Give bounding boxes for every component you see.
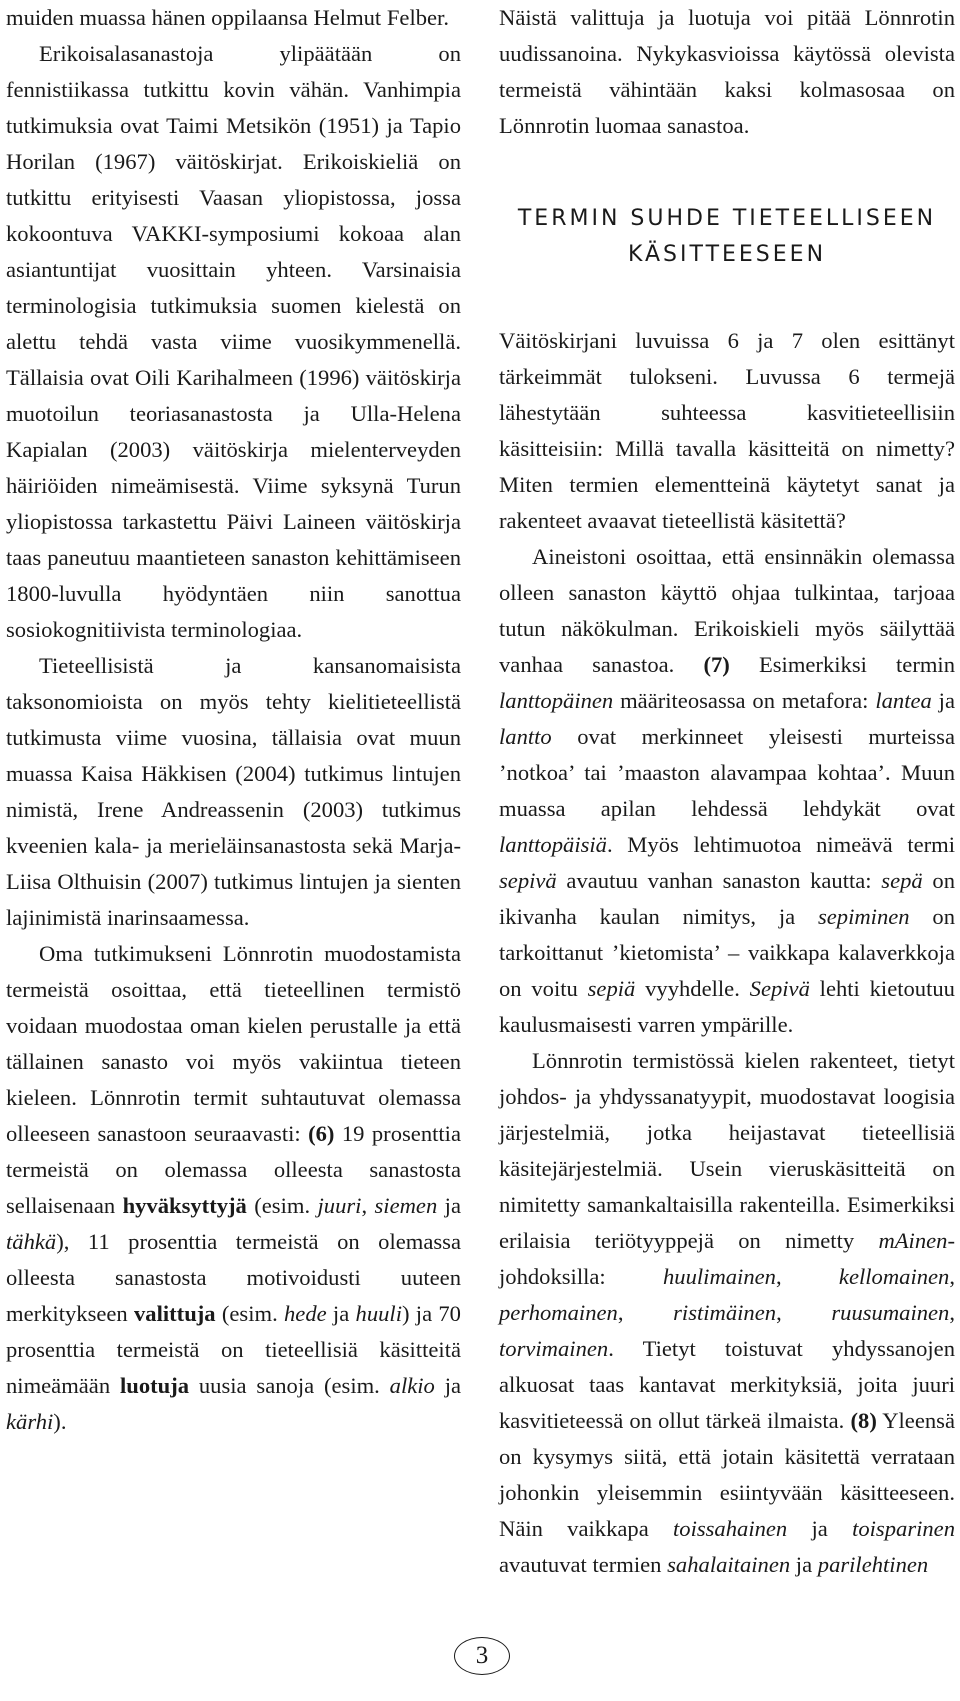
- italic-term: kärhi: [6, 1409, 54, 1434]
- italic-term: torvimainen: [499, 1336, 609, 1361]
- text-run: ).: [53, 1409, 67, 1434]
- text-run: Esimerkiksi termin: [729, 652, 956, 677]
- italic-term: ristimäinen: [673, 1300, 777, 1325]
- italic-term: kellomainen: [838, 1264, 950, 1289]
- text-run: on ikivanha kaulan nimitys, ja: [499, 868, 955, 929]
- italic-term: sepiä: [587, 976, 636, 1001]
- bold-term: valittuja: [134, 1301, 216, 1326]
- bold-term: hyväksyttyjä: [122, 1193, 247, 1218]
- italic-term: lantto: [499, 724, 552, 749]
- text-run: ,: [775, 1264, 839, 1289]
- text-run: ) ja 70 prosenttia termeistä on tieteellisiä käsitteitä nimeämään: [6, 1301, 461, 1398]
- left-column: [6, 0, 461, 1440]
- reference-marker: (7): [703, 652, 730, 677]
- heading-line: KÄSITTEESEEN: [627, 242, 827, 267]
- text-run: avautuvat termien: [499, 1552, 668, 1577]
- text-run: määriteosassa on metafora:: [613, 688, 876, 713]
- text-run: ,: [617, 1300, 674, 1325]
- paragraph: [499, 539, 955, 1043]
- italic-term: huulimainen: [663, 1264, 776, 1289]
- italic-term: hede: [284, 1301, 327, 1326]
- bold-term: luotuja: [119, 1373, 190, 1398]
- italic-term: lanttopäisiä: [499, 832, 607, 857]
- heading-line: TERMIN SUHDE TIETEELLISEEN: [517, 206, 937, 231]
- text-run: ), 11 prosenttia termeistä on olemassa olleesta sanastosta motivoidusti uuteen merkitykseen: [6, 1229, 461, 1326]
- text-run: ja: [931, 688, 955, 713]
- italic-term: sahalaitainen: [667, 1552, 791, 1577]
- text-run: (esim.: [215, 1301, 284, 1326]
- text-run: ovat merkinneet yleisesti murteissa ’notkoa’ tai ’maaston alavampaa kohtaa’. Muun muassa apilan lehdessä lehdykät ovat: [499, 724, 955, 821]
- italic-term: tähkä: [6, 1229, 57, 1254]
- italic-term: sepiminen: [817, 904, 910, 929]
- text-run: ,: [949, 1264, 955, 1289]
- italic-term: lanttopäinen: [499, 688, 614, 713]
- text-run: uusia sanoja (esim.: [189, 1373, 390, 1398]
- paragraph: [6, 936, 461, 1440]
- text-run: ,: [361, 1193, 375, 1218]
- text-run: Aineistoni osoittaa, että ensinnäkin olemassa olleen sanaston käyttö ohjaa tulkintaa, tarjoaa tutun näkökulman. Erikoiskieli myös säilyttää vanhaa sanastoa.: [499, 544, 955, 677]
- section-heading: [499, 201, 955, 273]
- reference-marker: (6): [308, 1121, 335, 1146]
- italic-term: toisparinen: [852, 1516, 956, 1541]
- italic-term: alkio: [389, 1373, 435, 1398]
- italic-term: sepä: [881, 868, 923, 893]
- text-run: . Tietyt toistuvat yhdyssanojen alkuosat taas kantavat merkityksiä, joita juuri kasvitieteessä on ollut tärkeä ilmaista.: [499, 1336, 955, 1433]
- italic-term: huuli: [355, 1301, 402, 1326]
- paragraph: muiden muassa hänen oppilaansa Helmut Felber.: [6, 5, 449, 30]
- text-run: Oma tutkimukseni Lönnrotin muodostamista termeistä osoittaa, että tieteellinen termistö voidaan muodostaa oman kielen perustalle ja että tällainen sanasto voi myös vakiintua tieteen kieleen. Lönnrotin termit suhtautuvat olemassa olleeseen sanastoon seuraavasti:: [6, 941, 461, 1146]
- text-run: lehti kietoutuu kaulusmaisesti varren ympärille.: [499, 976, 955, 1037]
- reference-marker: (8): [850, 1408, 877, 1433]
- paragraph: Tieteellisistä ja kansanomaisista taksonomioista on myös tehty kielitieteellistä tutkimusta viime vuosina, tällaisia ovat muun muassa Kaisa Häkkisen (2004) tutkimus lintujen nimistä, Irene Andreassenin (2003) tutkimus kveenien kala- ja merieläinsanastosta sekä Marja-Liisa Olthuisin (2007) tutkimus lintujen ja sienten lajinimistä inarinsaamessa.: [6, 653, 461, 930]
- text-run: ja: [790, 1552, 818, 1577]
- text-run: ,: [949, 1300, 956, 1325]
- right-column: [499, 0, 955, 1583]
- text-run: ja: [787, 1516, 853, 1541]
- italic-term: lantea: [875, 688, 932, 713]
- page-number: 3: [454, 1637, 510, 1675]
- italic-term: siemen: [374, 1193, 438, 1218]
- text-run: on tarkoittanut ’kietomista’ – vaikkapa kalaverkkoja on voitu: [499, 904, 955, 1001]
- text-run: . Myös lehtimuotoa nimeävä termi: [606, 832, 955, 857]
- text-run: -johdoksilla:: [499, 1228, 955, 1289]
- text-run: 19 prosenttia termeistä on olemassa olleesta sanastosta sellaisenaan: [6, 1121, 461, 1218]
- text-run: avautuu vanhan sanaston kautta:: [556, 868, 882, 893]
- paragraph: Näistä valittuja ja luotuja voi pitää Lönnrotin uudissanoina. Nykykasvioissa käytössä olevista termeistä vähintään kaksi kolmasosaa on Lönnrotin luomaa sanastoa.: [499, 5, 955, 138]
- text-run: ,: [776, 1300, 832, 1325]
- text-run: (esim.: [246, 1193, 318, 1218]
- paragraph: Erikoisalasanastoja ylipäätään on fennistiikassa tutkittu kovin vähän. Vanhimpia tutkimuksia ovat Taimi Metsikön (1951) ja Tapio Horilan (1967) väitöskirjat. Erikoiskieliä on tutkittu erityisesti Vaasan yliopistossa, jossa kokoontuva VAKKI-symposiumi kokoaa alan asiantuntijat vuosittain yhteen. Varsinaisia terminologisia tutkimuksia suomen kielestä on alettu tehdä vasta viime vuosikymmenellä. Tällaisia ovat Oili Karihalmeen (1996) väitöskirja muotoilun teoriasanastosta ja Ulla-Helena Kapialan (2003) väitöskirja mielenterveyden häiriöiden nimeämisestä. Viime syksynä Turun yliopistossa tarkastettu Päivi Laineen väitöskirja taas paneutuu maantieteen sanaston kehittämiseen 1800-luvulla hyödyntäen niin sanottua sosiokognitiivista terminologiaa.: [6, 41, 461, 642]
- paragraph: [499, 1043, 955, 1583]
- italic-term: perhomainen: [499, 1300, 618, 1325]
- text-run: vyyhdelle.: [635, 976, 750, 1001]
- italic-term: mAinen: [878, 1228, 948, 1253]
- text-run: Lönnrotin termistössä kielen rakenteet, tietyt johdos- ja yhdyssanatyypit, muodostavat loogisia järjestelmiä, jotka heijastavat tieteellisiä käsitejärjestelmiä. Usein vieruskäsitteitä on nimitetty samankaltaisilla rakenteilla. Esimerkiksi erilaisia teriötyyppejä on nimetty: [499, 1048, 955, 1253]
- text-run: Yleensä on kysymys siitä, että jotain käsitettä verrataan johonkin yleisemmin esiintyvään käsitteeseen. Näin vaikkapa: [499, 1408, 955, 1541]
- italic-term: juuri: [317, 1193, 362, 1218]
- italic-term: ruusumainen: [831, 1300, 950, 1325]
- italic-term: toissahainen: [673, 1516, 788, 1541]
- italic-term: Sepivä: [749, 976, 810, 1001]
- paragraph: Väitöskirjani luvuissa 6 ja 7 olen esittänyt tärkeimmät tulokseni. Luvussa 6 termejä lähestytään suhteessa kasvitieteellisiin käsitteisiin: Millä tavalla käsitteitä on nimetty? Miten termien elementteinä käytetyt sanat ja rakenteet avaavat tieteellistä käsitettä?: [499, 328, 955, 533]
- text-run: ja: [326, 1301, 356, 1326]
- text-run: ja: [437, 1193, 461, 1218]
- italic-term: parilehtinen: [817, 1552, 929, 1577]
- italic-term: sepivä: [499, 868, 557, 893]
- text-run: ja: [434, 1373, 462, 1398]
